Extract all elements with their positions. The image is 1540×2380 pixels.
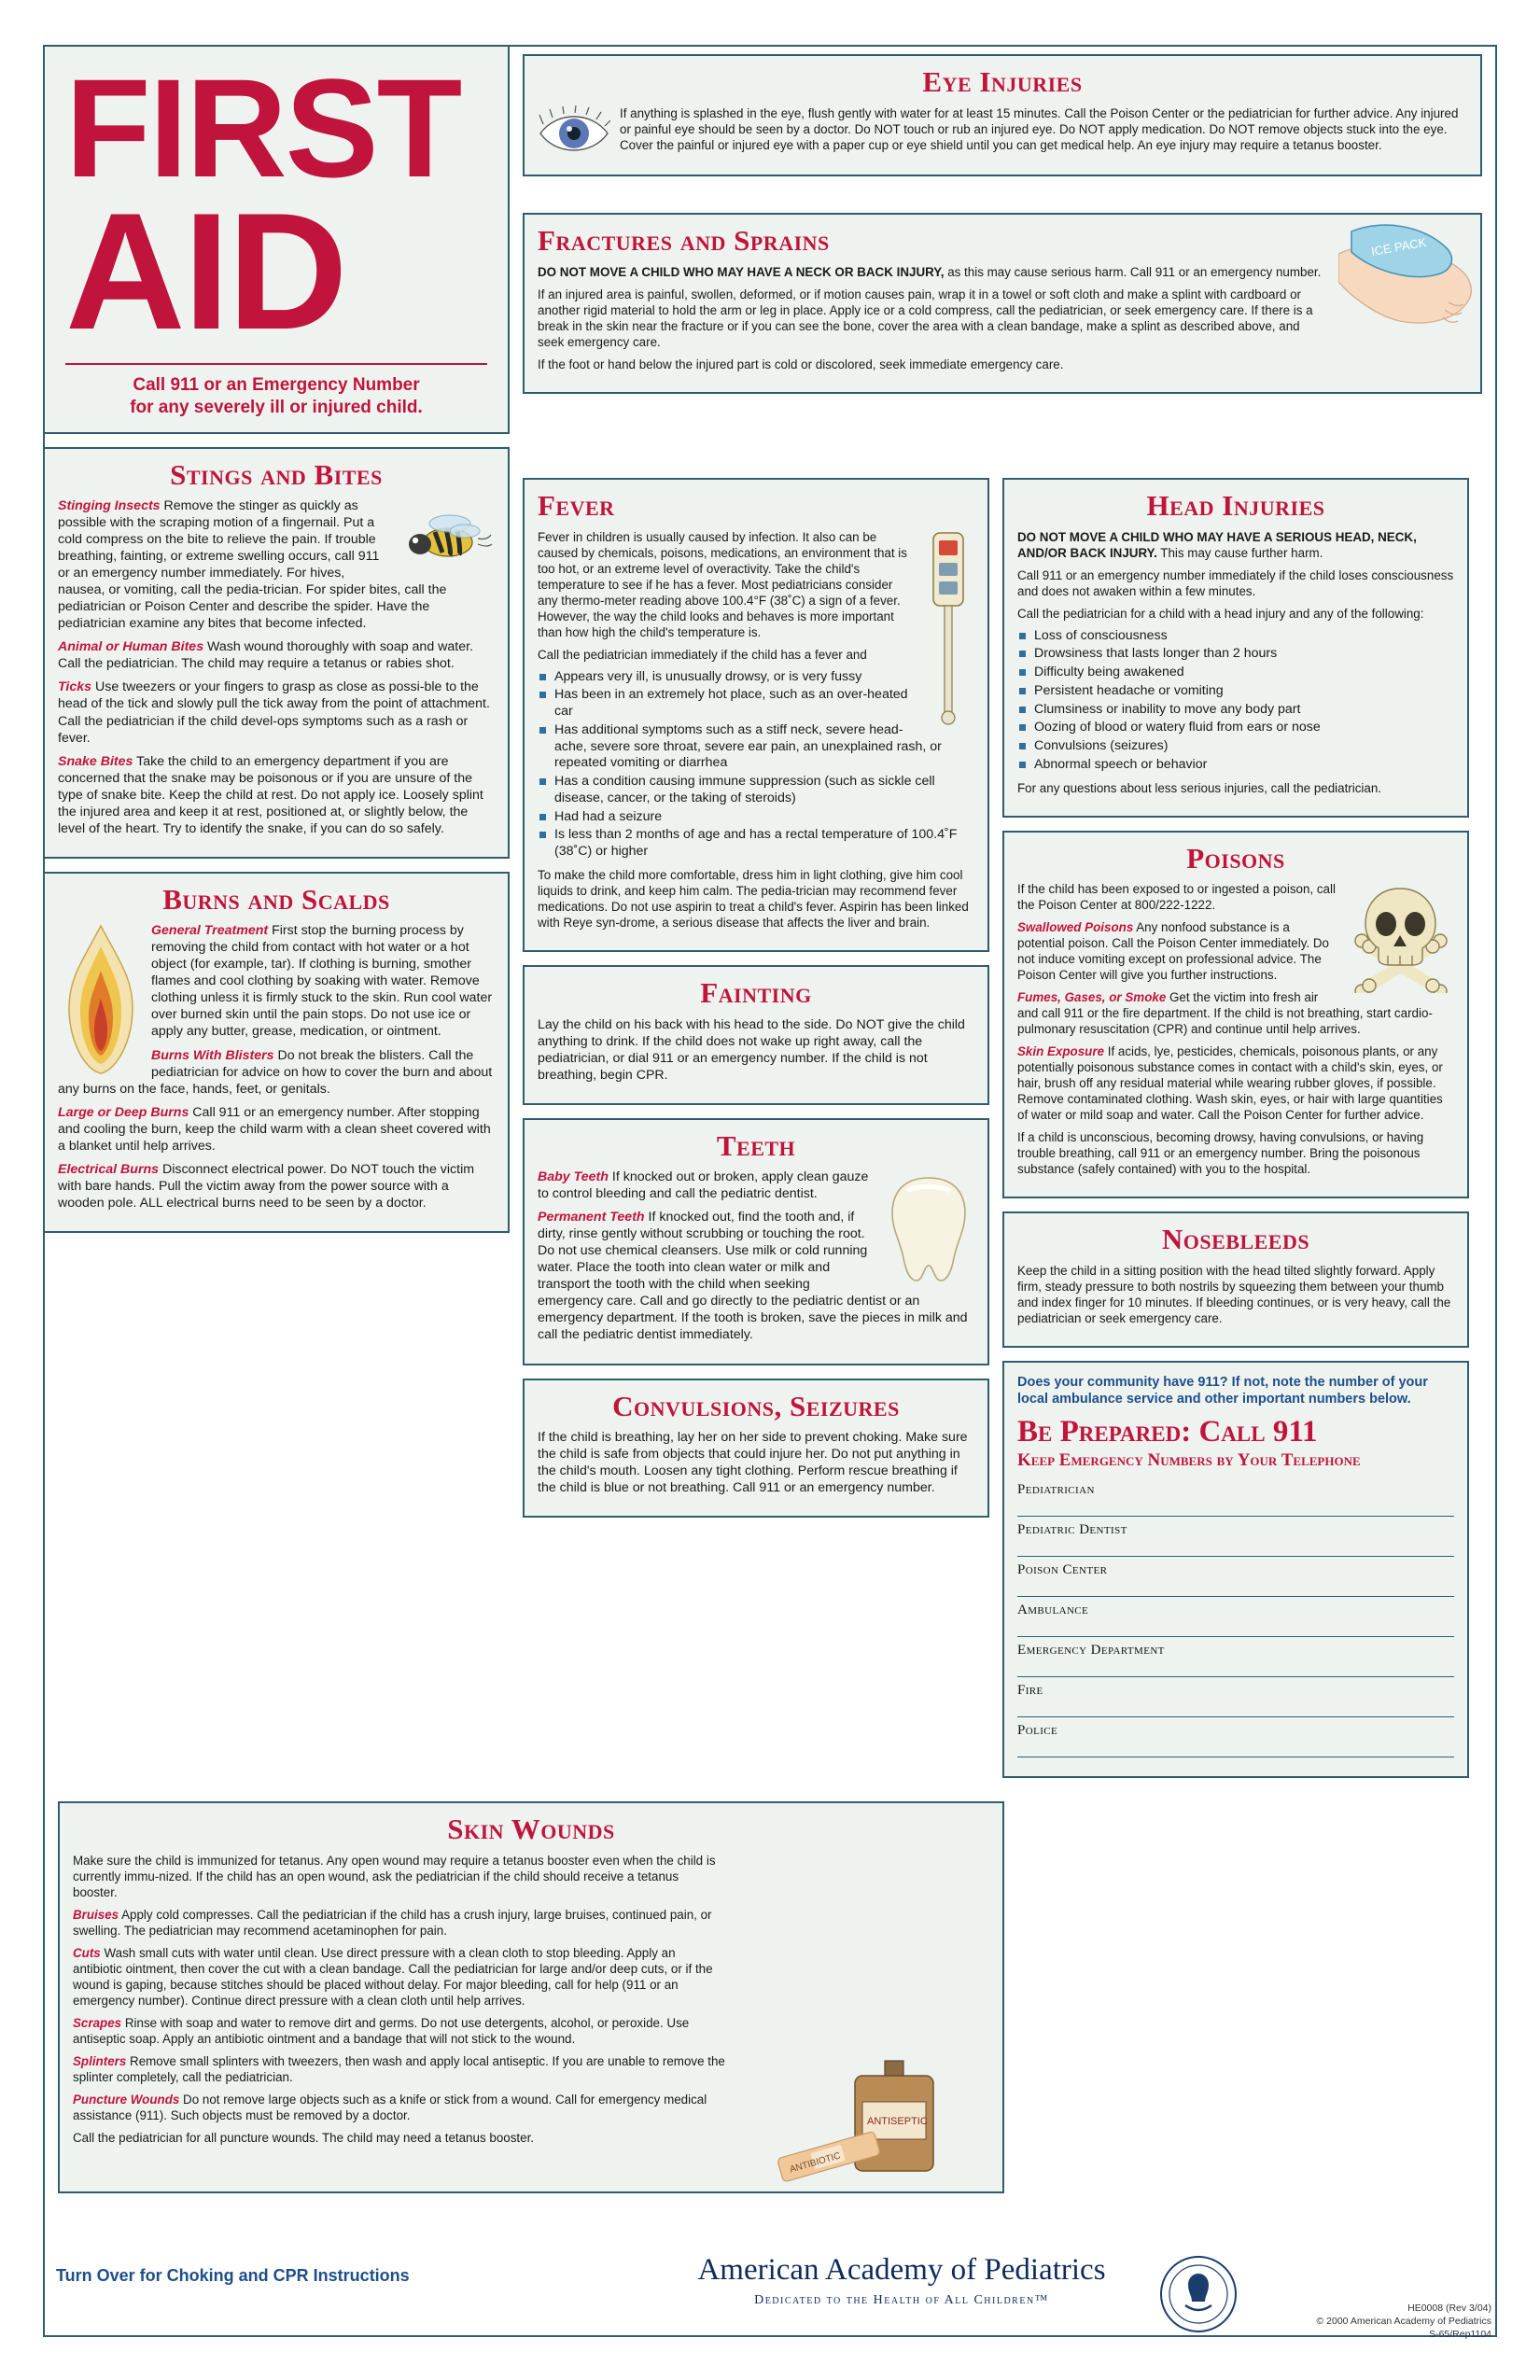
skin-wounds-item-1: Cuts Wash small cuts with water until clean. Use direct pressure with a clean cloth to stop bleeding. Apply an antibiotic ointment, then cover the cut with a clean bandage. Call the pediatrician for large and/or deep cuts, or if the wound is gaping, because stitches should be placed without delay. For major bleeding, call for help (911 or an emergency number). Continue direct pressure with a clean cloth until help arrives.: [73, 1945, 713, 2008]
convulsions-title: Convulsions, Seizures: [612, 1389, 900, 1422]
section-be-prepared: [1002, 1361, 1469, 1778]
section-teeth: [523, 1118, 989, 1365]
head-bullets: [1017, 628, 1454, 774]
ice-pack-label: ICE PACK: [1369, 234, 1428, 259]
field-pediatrician[interactable]: Pediatrician: [1017, 1482, 1454, 1517]
head-bullet-7: Abnormal speech or behavior: [1017, 757, 1454, 774]
section-nosebleeds: [1002, 1211, 1469, 1348]
head-p2: Call 911 or an emergency number immediately if the child loses consciousness and does not awaken within a few minutes.: [1017, 567, 1454, 598]
nosebleeds-body: Keep the child in a sitting position with the head tilted slightly forward. Apply firm, steady pressure to both nostrils by squeezing them between your thumb and index finger for 10 minutes. If bleeding continues, or is very heavy, call the pediatrician or seek emergency care.: [1017, 1264, 1451, 1326]
poisons-item-0: Swallowed Poisons Any nonfood substance is a potential poison. Call the Poison Center immediately. Do not induce vomiting except on professional advice. The Poison Center will give you further instructions.: [1017, 920, 1329, 983]
write-in-line[interactable]: [1017, 1578, 1454, 1597]
write-in-line[interactable]: [1017, 1699, 1454, 1717]
bee-illustration: [392, 497, 495, 572]
burns-item-3: Electrical Burns Disconnect electrical power. Do NOT touch the victim with bare hands. Pull the victim away from the power source with a wooden pole. ALL electrical burns need to be seen by a doctor.: [58, 1161, 475, 1211]
skin-wounds-item-3: Splinters Remove small splinters with tweezers, then wash and apply local antiseptic. If you are unable to remove the splinter completely, call the pediatrician.: [73, 2053, 725, 2084]
field-emergency-department[interactable]: Emergency Department: [1017, 1643, 1454, 1677]
head-bullet-4: Clumsiness or inability to move any body part: [1017, 702, 1454, 719]
head-p4: For any questions about less serious injuries, call the pediatrician.: [1017, 780, 1382, 795]
eye-title: Eye Injuries: [922, 65, 1083, 98]
poster-footer: [43, 2249, 1497, 2361]
fractures-p2: If an injured area is painful, swollen, deformed, or if motion causes pain, wrap it in a towel or soft cloth and make a splint with cardboard or another rigid material to hold the arm or leg in place. Apply ice or a cold compress, call the pediatrician, or seek emergency care. If there is a break in the skin near the fracture or if you can see the bone, cover the area with a clean bandage, make a splint as described above, and seek emergency care.: [538, 287, 1313, 349]
fever-p2: Call the pediatrician immediately if the child has a fever and: [538, 647, 867, 662]
write-in-line[interactable]: [1017, 1659, 1454, 1677]
fever-p3: To make the child more comfortable, dress him in light clothing, give him cool liquids to drink, and keep him calm. The pedia-trician may recommend fever medications. Do not use aspirin to treat a child's fever. Aspirin has been linked with Reye syn-drome, a serious disease that affects the liver and brain.: [538, 867, 969, 930]
skin-wounds-item-2: Scrapes Rinse with soap and water to remove dirt and germs. Do not use detergents, alcohol, or peroxide. Use antiseptic soap. Apply an antibiotic ointment and a bandage that will not stick to the wound.: [73, 2015, 690, 2046]
copyright-line: © 2000 American Academy of Pediatrics: [1316, 2316, 1491, 2328]
be-prepared-title: Be Prepared: Call 911: [1017, 1415, 1318, 1449]
eye-body: If anything is splashed in the eye, flush gently with water for at least 15 minutes. Call the Poison Center or the pediatrician for further advice. Any injured or painful eye should be seen by a doctor. Do NOT touch or rub an injured eye. Do NOT apply medication. Do NOT remove objects stuck into the eye. Cover the painful or injured eye with a paper cup or eye shield until you can get medical help. An eye injury may require a tetanus booster.: [620, 105, 1459, 152]
skin-wounds-title: Skin Wounds: [447, 1813, 615, 1845]
poisons-title: Poisons: [1186, 841, 1285, 875]
teeth-item-1: Permanent Teeth If knocked out, find the tooth and, if dirty, rinse gently without scrubbing or touching the root. Do not use chemical cleansers. Use milk or cold running water. Place the tooth into clean water or milk and transport the tooth with the child when seeking emergency care. Call and go directly to the pediatric dentist or an emergency department. If the tooth is broken, save the pieces in milk and call the pediatric dentist immediately.: [538, 1210, 968, 1343]
antiseptic-bottle-illustration: [773, 2023, 987, 2182]
convulsions-body: If the child is breathing, lay her on her side to prevent choking. Make sure the child is safe from objects that could injure her. Do not put anything in the child's mouth. Loosen any tight clothing. Perform rescue breathing if the child is blue or not breathing. Call 911 or an emergency number.: [538, 1430, 968, 1496]
stings-item-1: Animal or Human Bites Wash wound thoroughly with soap and water. Call the pediatrician. The child may require a tetanus or rabies shot.: [58, 639, 474, 672]
fractures-p1: DO NOT MOVE A CHILD WHO MAY HAVE A NECK OR BACK INJURY, as this may cause serious harm. Call 911 or an emergency number.: [538, 264, 1322, 279]
antibiotic-label: ANTIBIOTIC: [788, 2150, 842, 2176]
title-aid: AID: [65, 178, 346, 364]
burns-item-1: Burns With Blisters Do not break the blisters. Call the pediatrician for advice on how to cover the burn and about any burns on the face, hands, feet, or genitals.: [58, 1047, 493, 1097]
write-in-line[interactable]: [1017, 1498, 1454, 1517]
write-in-line[interactable]: [1017, 1538, 1454, 1557]
head-bullet-0: Loss of consciousness: [1017, 628, 1454, 645]
fainting-title: Fainting: [700, 975, 812, 1009]
flame-illustration: [58, 922, 144, 1076]
masthead: [43, 45, 510, 434]
head-p3: Call the pediatrician for a child with a head injury and any of the following:: [1017, 606, 1424, 621]
burns-title: Burns and Scalds: [162, 882, 390, 916]
fractures-p3: If the foot or hand below the injured part is cold or discolored, seek immediate emergency care.: [538, 357, 1064, 371]
skull-and-crossbones-icon: [1347, 881, 1454, 993]
section-burns-and-scalds: [43, 872, 510, 1233]
head-bullet-2: Difficulty being awakened: [1017, 665, 1454, 681]
section-fractures-and-sprains: [523, 213, 1482, 394]
fever-bullets: [538, 669, 974, 861]
section-stings-and-bites: [43, 447, 510, 859]
field-pediatric-dentist[interactable]: Pediatric Dentist: [1017, 1522, 1454, 1557]
stings-item-2: Ticks Use tweezers or your fingers to grasp as close as possi-ble to the head of the tick and slowly pull the tick away from the point of attachment. Call the pediatrician if the child devel-ops symptoms such as a rash or fever.: [58, 679, 490, 746]
field-poison-center[interactable]: Poison Center: [1017, 1562, 1454, 1597]
section-convulsions-seizures: [523, 1379, 989, 1519]
print-code: S-65/Rep1104: [1429, 2329, 1491, 2341]
tooth-illustration: [883, 1172, 974, 1284]
section-head-injuries: [1002, 478, 1469, 818]
turn-over-note: Turn Over for Choking and CPR Instructions: [56, 2266, 410, 2285]
write-in-line[interactable]: [1017, 1618, 1454, 1637]
head-bullet-5: Oozing of blood or watery fluid from ears or nose: [1017, 720, 1454, 736]
section-skin-wounds: [58, 1801, 1004, 2193]
masthead-subtitle-2: for any severely ill or injured child.: [130, 397, 423, 417]
skin-wounds-closing: Call the pediatrician for all puncture wounds. The child may need a tetanus booster.: [73, 2130, 535, 2145]
field-police[interactable]: Police: [1017, 1723, 1454, 1757]
write-in-line[interactable]: [1017, 1739, 1454, 1757]
skin-wounds-intro: Make sure the child is immunized for tetanus. Any open wound may require a tetanus booster even when the child is currently immu-nized. If the child has an open wound, ask the pediatrician if the child should receive a tetanus booster.: [73, 1853, 716, 1899]
head-title: Head Injuries: [1146, 489, 1325, 522]
fever-bullet-3: Has a condition causing immune suppression (such as sickle cell disease, cancer, or the taking of steroids): [538, 774, 974, 807]
antiseptic-label: ANTISEPTIC: [867, 2116, 928, 2127]
fever-bullet-0: Appears very ill, is unusually drowsy, or is very fussy: [538, 669, 974, 686]
skin-wounds-item-0: Bruises Apply cold compresses. Call the pediatrician if the child has a crush injury, large bruises, continued pain, or swelling. The pediatrician may recommend acetaminophen for pain.: [73, 1907, 712, 1938]
fractures-title: Fractures and Sprains: [538, 224, 830, 257]
ice-pack-on-arm-illustration: [1338, 217, 1478, 338]
burns-item-0: General Treatment First stop the burning process by removing the child from contact with hot water or a hot object (for example, tar). If clothing is burning, smother flames and cool clothing by soaking with water. Remove clothing unless it is firmly stuck to the skin. Run cool water over burned skin until the pain stops. Do not use ice or apply any butter, grease, medication, or ointment.: [151, 923, 493, 1040]
skin-wounds-item-4: Puncture Wounds Do not remove large objects such as a knife or stick from a wound. Call for emergency medical assistance (911). Such objects must be removed by a doctor.: [73, 2092, 707, 2122]
eye-illustration: [538, 105, 610, 161]
be-prepared-subtitle: Keep Emergency Numbers by Your Telephone: [1017, 1449, 1361, 1470]
fever-bullet-4: Had had a seizure: [538, 809, 974, 826]
fainting-body: Lay the child on his back with his head to the side. Do NOT give the child anything to drink. If the child does not wake up right away, call the pediatrician, or dial 911 or an emergency number. If the child is not breathing, begin CPR.: [538, 1016, 965, 1083]
stings-item-3: Snake Bites Take the child to an emergency department if you are concerned that the snake may be poisonous or if you are unsure of the type of snake bite. Keep the child at rest. Do not apply ice. Loosely splint the injured area and keep it at rest, positioned at, or slightly below, the level of the heart. Try to identify the snake, if you can do so safely.: [58, 753, 483, 836]
document-code: HE0008 (Rev 3/04): [1407, 2303, 1491, 2314]
teeth-title: Teeth: [716, 1128, 796, 1162]
burns-item-2: Large or Deep Burns Call 911 or an emergency number. After stopping and cooling the burn, keep the child warm with a clean sheet covered with a blanket until help arrives.: [58, 1104, 491, 1154]
be-prepared-note: Does your community have 911? If not, note the number of your local ambulance service and other important numbers below.: [1017, 1375, 1428, 1407]
head-bullet-1: Drowsiness that lasts longer than 2 hours: [1017, 646, 1454, 663]
nosebleeds-title: Nosebleeds: [1161, 1223, 1310, 1256]
head-bullet-3: Persistent headache or vomiting: [1017, 683, 1454, 700]
masthead-subtitle-1: Call 911 or an Emergency Number: [133, 375, 420, 396]
poisons-item-2: Skin Exposure If acids, lye, pesticides, chemicals, poisonous plants, or any potentially poisonous substance comes in contact with a child's skin, eyes, or hair, brush off any residual material while wearing rubber gloves, if possible. Remove contaminated clothing. Wash skin, eyes, or hair with large quantities of water or mild soap and water. Call the Poison Center for further advice.: [1017, 1044, 1443, 1123]
teeth-item-0: Baby Teeth If knocked out or broken, apply clean gauze to control bleeding and call the pediatric dentist.: [538, 1169, 869, 1202]
fever-bullet-1: Has been in an extremely hot place, such as an over-heated car: [538, 687, 974, 721]
section-poisons: [1002, 831, 1469, 1199]
stings-title: Stings and Bites: [170, 457, 383, 491]
organization-name: American Academy of Pediatrics: [697, 2253, 1106, 2287]
fever-p1: Fever in children is usually caused by infection. It also can be caused by chemicals, poisons, medications, an environment that is too hot, or an extreme level of overactivity. Take the child's temperature to see if he has a fever. Most pediatricians consider any thermo-meter reading above 100.4°F (38˚C) a sign of a fever. However, the way the child looks and behaves is more important than how high the child's temperature is.: [538, 529, 907, 639]
head-bullet-6: Convulsions (seizures): [1017, 738, 1454, 755]
fever-bullet-5: Is less than 2 months of age and has a rectal temperature of 100.4˚F (38˚C) or higher: [538, 827, 974, 861]
field-ambulance[interactable]: Ambulance: [1017, 1603, 1454, 1637]
poisons-item-1: Fumes, Gases, or Smoke Get the victim into fresh air and call 911 or the fire department. If the child is not breathing, start cardio-pulmonary resuscitation (CPR) and continue until help arrives.: [1017, 990, 1433, 1037]
fever-title: Fever: [538, 489, 615, 522]
poisons-p1: If the child has been exposed to or ingested a poison, call the Poison Center at 800/222-1222.: [1017, 882, 1336, 913]
field-fire[interactable]: Fire: [1017, 1683, 1454, 1717]
title-first: FIRST: [65, 49, 461, 206]
section-fever: [523, 478, 989, 952]
organization-tagline: Dedicated to the Health of All Children™: [754, 2293, 1049, 2307]
head-p1: DO NOT MOVE A CHILD WHO MAY HAVE A SERIOUS HEAD, NECK, AND/OR BACK INJURY. This may cause further harm.: [1017, 529, 1417, 560]
poisons-p2: If a child is unconscious, becoming drowsy, having convulsions, or having trouble breathing, call 911 or an emergency number. Bring the poisonous substance (safely contained) with you to the hospital.: [1017, 1130, 1424, 1177]
stings-item-0: Stinging Insects Remove the stinger as quickly as possible with the scraping motion of a fingernail. Put a cold compress on the bite to relieve the pain. If trouble breathing, fainting, or extreme swelling occurs, call 911 or an emergency number immediately. For hives, nausea, or vomiting, call the pedia-trician. For spider bites, call the pediatrician or Poison Center and describe the spider. Have the pediatrician examine any bites that become infected.: [58, 498, 447, 632]
fever-bullet-2: Has additional symptoms such as a stiff neck, severe head-ache, severe sore throat, severe ear pain, an unexplained rash, or repeated vomiting or diarrhea: [538, 722, 974, 772]
section-fainting: [523, 965, 989, 1105]
aap-seal-logo: [1159, 2255, 1238, 2333]
section-eye-injuries: [523, 54, 1482, 176]
